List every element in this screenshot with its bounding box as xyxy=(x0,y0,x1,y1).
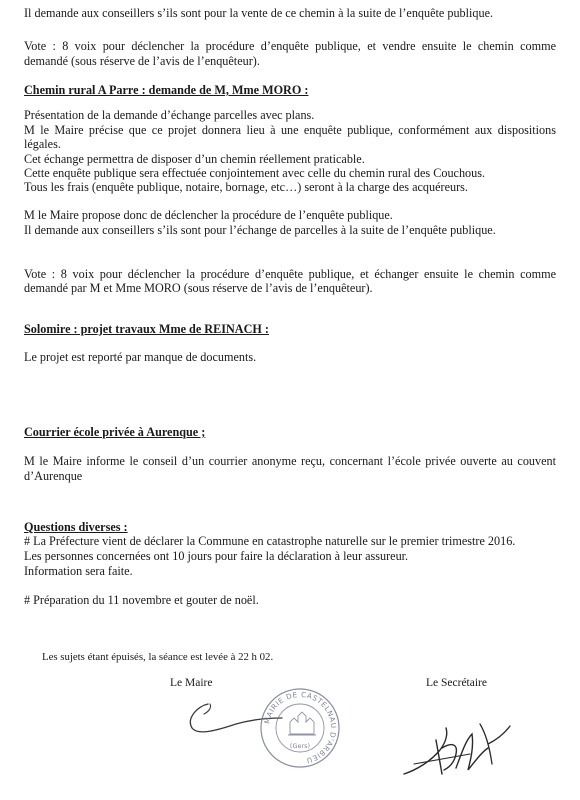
heading-chemin-parre: Chemin rural A Parre : demande de M, Mme MORO : xyxy=(24,83,309,97)
vote-echange-line-2: demandé par M et Mme MORO (sous réserve de l’avis de l’enquêteur). xyxy=(24,281,373,295)
parre-line-3: légales. xyxy=(24,137,61,151)
maire-label: Le Maire xyxy=(170,677,213,689)
parre-line-7: M le Maire propose donc de déclencher la procédure de l’enquête publique. xyxy=(24,208,393,222)
secretaire-signature xyxy=(396,704,516,790)
parre-line-1: Présentation de la demande d’échange parcelles avec plans. xyxy=(24,108,315,122)
questions-line-2: Les personnes concernées ont 10 jours pour faire la déclaration à leur assureur. xyxy=(24,549,409,563)
closing-statement: Les sujets étant épuisés, la séance est levée à 22 h 02. xyxy=(42,651,274,663)
parre-line-4: Cet échange permettra de disposer d’un chemin réellement praticable. xyxy=(24,152,365,166)
parre-line-2: M le Maire précise que ce projet donnera lieu à une enquête publique, conformément aux dispositions xyxy=(24,123,556,137)
solomire-line-1: Le projet est reporté par manque de documents. xyxy=(24,350,257,364)
paragraph-vente-question: Il demande aux conseillers s’ils sont pour la vente de ce chemin à la suite de l’enquête publique. xyxy=(24,6,494,20)
secretaire-label: Le Secrétaire xyxy=(426,677,487,689)
questions-line-1: # La Préfecture vient de déclarer la Commune en catastrophe naturelle sur le premier trimestre 2016. xyxy=(24,534,516,548)
courrier-line-2: d’Aurenque xyxy=(24,469,83,483)
vote-echange-line-1: Vote : 8 voix pour déclencher la procédure d’enquête publique, et échanger ensuite le chemin comme xyxy=(24,267,556,281)
questions-line-3: Information sera faite. xyxy=(24,564,133,578)
heading-questions: Questions diverses : xyxy=(24,520,128,534)
questions-line-4: # Préparation du 11 novembre et gouter de noël. xyxy=(24,593,259,607)
heading-solomire: Solomire : projet travaux Mme de REINACH : xyxy=(24,322,269,336)
vote-vente-line-2: demandé (sous réserve de l’avis de l’enquêteur). xyxy=(24,54,260,68)
mairie-stamp xyxy=(258,686,342,770)
vote-vente-line-1: Vote : 8 voix pour déclencher la procédure d’enquête publique, et vendre ensuite le chemin comme xyxy=(24,39,556,53)
parre-line-5: Cette enquête publique sera effectuée conjointement avec celle du chemin rural des Couchous. xyxy=(24,166,486,180)
parre-line-6: Tous les frais (enquête publique, notaire, bornage, etc…) seront à la charge des acquéreurs. xyxy=(24,180,468,194)
svg-text:MAIRIE DE CASTELNAU D'ARBIEU: MAIRIE DE CASTELNAU D'ARBIEU xyxy=(262,689,339,766)
courrier-line-1: M le Maire informe le conseil d’un courrier anonyme reçu, concernant l’école privée ouverte au couvent xyxy=(24,454,556,468)
heading-courrier: Courrier école privée à Aurenque ; xyxy=(24,425,206,439)
svg-text:(Gers): (Gers) xyxy=(289,742,311,750)
parre-line-8: Il demande aux conseillers s’ils sont pour l’échange de parcelles à la suite de l’enquête publique. xyxy=(24,223,496,237)
